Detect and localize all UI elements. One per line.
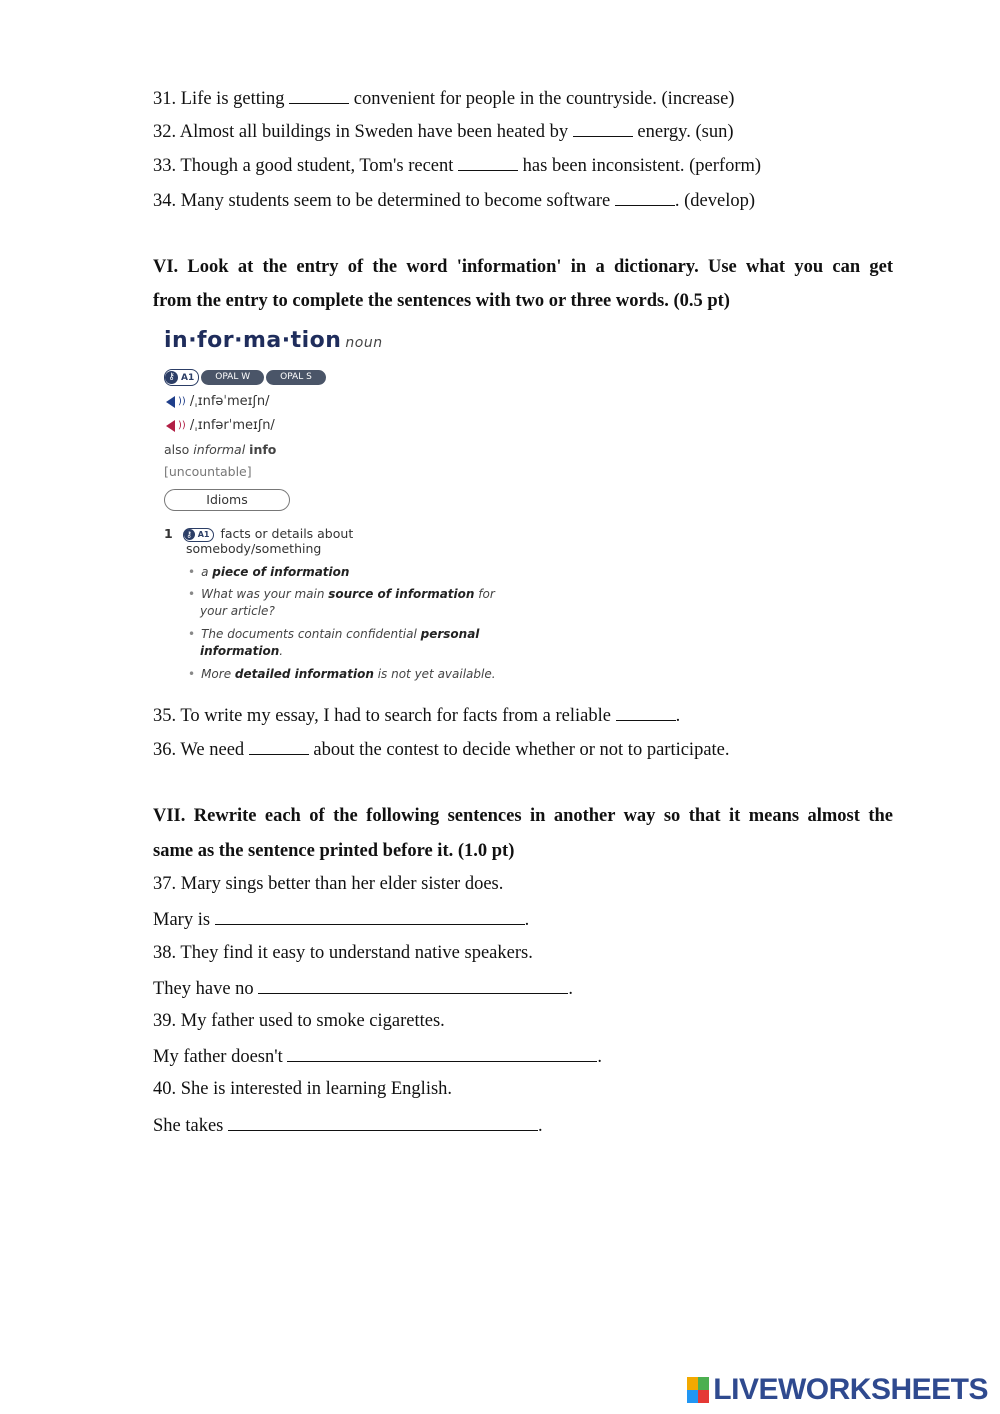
grammar-label: [uncountable]	[164, 464, 252, 479]
answer-blank-40[interactable]	[228, 1112, 538, 1131]
question-35: 35. To write my essay, I had to search for facts from a reliable .	[153, 702, 680, 728]
question-38: 38. They find it easy to understand native speakers.	[153, 943, 533, 963]
example-2: • What was your main source of information for your article?	[188, 587, 495, 618]
example-3: • The documents contain confidential personal information.	[188, 627, 480, 658]
question-31: 31. Life is getting convenient for people in the countryside. (increase)	[153, 85, 734, 111]
sound-waves-icon: ))	[178, 396, 186, 407]
liveworksheets-logo[interactable]	[687, 1372, 988, 1408]
section-6-heading-line-2: from the entry to complete the sentences with two or three words. (0.5 pt)	[153, 291, 730, 311]
sense-level-badge: ⚷ A1	[183, 528, 215, 542]
answer-blank-34[interactable]	[615, 187, 675, 206]
dictionary-entry	[160, 322, 580, 692]
level-badges	[164, 367, 328, 385]
answer-blank-39[interactable]	[287, 1043, 597, 1062]
sound-waves-icon: ))	[178, 420, 186, 431]
definition-continuation: somebody/something	[186, 541, 322, 556]
question-32: 32. Almost all buildings in Sweden have been heated by energy. (sun)	[153, 118, 733, 144]
sense-1: 1 ⚷ A1 facts or details about	[164, 526, 354, 541]
question-40: 40. She is interested in learning English.	[153, 1079, 453, 1099]
question-37: 37. Mary sings better than her elder sister does.	[153, 874, 504, 894]
question-39: 39. My father used to smoke cigarettes.	[153, 1011, 445, 1031]
speaker-icon[interactable]	[166, 396, 175, 408]
key-icon: ⚷	[184, 529, 195, 540]
idioms-button[interactable]: Idioms	[164, 489, 290, 511]
answer-blank-31[interactable]	[289, 85, 349, 104]
answer-blank-33[interactable]	[458, 152, 518, 171]
part-of-speech: noun	[345, 335, 383, 351]
section-7-heading-line-1: VII. Rewrite each of the following sentences in another way so that it means almost the	[153, 806, 893, 826]
headword: in·for·ma·tion noun	[164, 328, 383, 353]
logo-grid-icon	[687, 1377, 709, 1403]
answer-blank-38[interactable]	[258, 975, 568, 994]
key-icon: ⚷	[165, 371, 178, 384]
opal-w-badge: OPAL W	[201, 370, 264, 385]
rewrite-40: She takes .	[153, 1112, 543, 1138]
pronunciation-uk: )) /ˌɪnfəˈmeɪʃn/	[166, 394, 269, 409]
question-33: 33. Though a good student, Tom's recent has been inconsistent. (perform)	[153, 152, 761, 178]
rewrite-37: Mary is .	[153, 906, 529, 932]
answer-blank-32[interactable]	[573, 118, 633, 137]
logo-text: LIVEWORKSHEETS	[713, 1373, 988, 1406]
answer-blank-35[interactable]	[616, 702, 676, 721]
example-1: • a piece of information	[188, 565, 350, 579]
section-6-heading-line-1: VI. Look at the entry of the word 'information' in a dictionary. Use what you can get	[153, 257, 893, 277]
example-4: • More detailed information is not yet available.	[188, 667, 496, 681]
answer-blank-37[interactable]	[215, 906, 525, 925]
pronunciation-us: )) /ˌɪnfərˈmeɪʃn/	[166, 418, 275, 433]
opal-s-badge: OPAL S	[266, 370, 326, 385]
section-7-heading-line-2: same as the sentence printed before it. (1.0 pt)	[153, 841, 515, 861]
rewrite-38: They have no .	[153, 975, 573, 1001]
answer-blank-36[interactable]	[249, 736, 309, 755]
speaker-icon[interactable]	[166, 420, 175, 432]
question-36: 36. We need about the contest to decide whether or not to participate.	[153, 736, 730, 762]
oxford-level-badge: ⚷ A1	[164, 369, 199, 386]
also-info: also informal info	[164, 442, 277, 457]
question-34: 34. Many students seem to be determined to become software . (develop)	[153, 187, 755, 213]
rewrite-39: My father doesn't .	[153, 1043, 602, 1069]
